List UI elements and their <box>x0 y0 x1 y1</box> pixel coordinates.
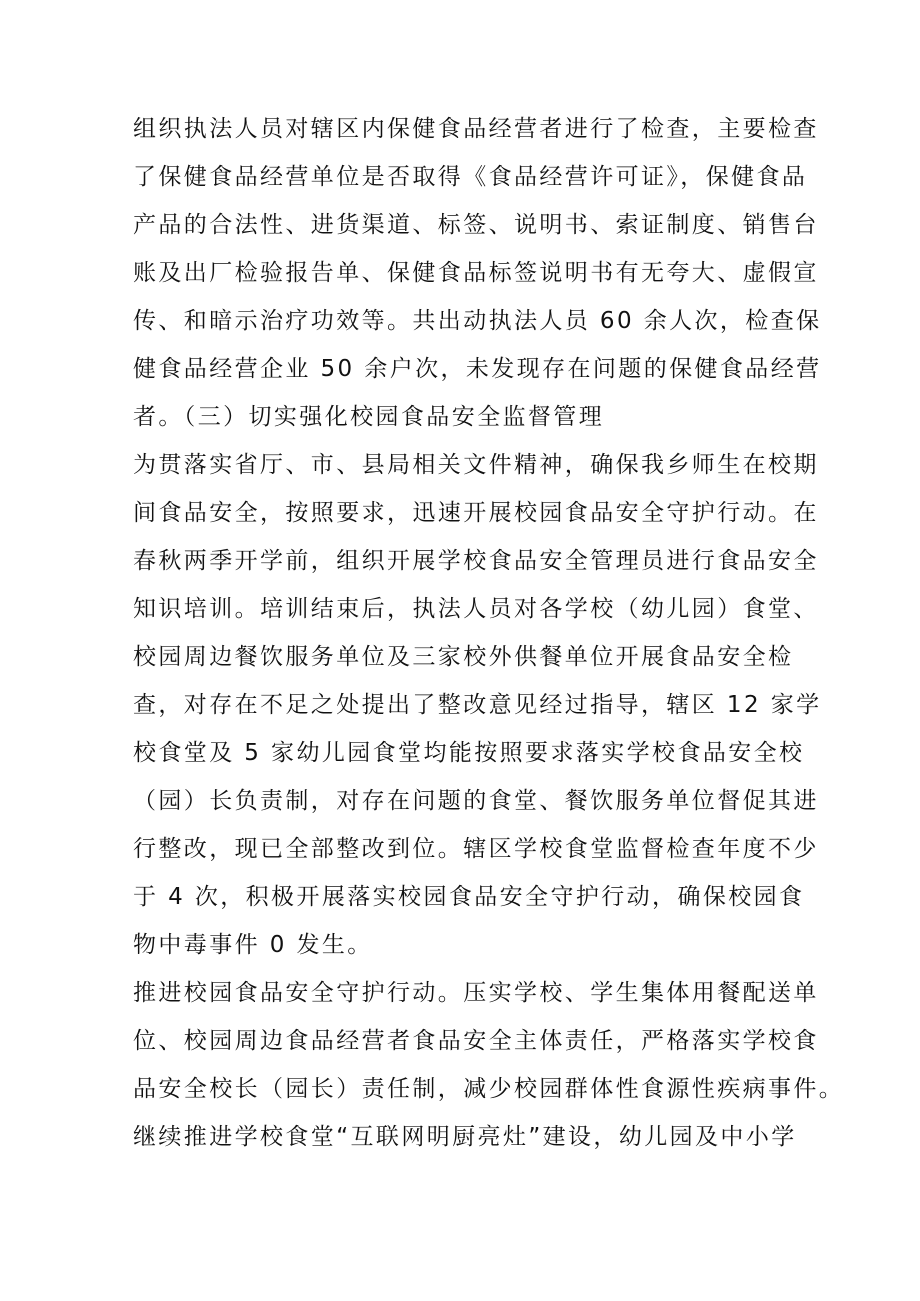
text-line: 校园周边餐饮服务单位及三家校外供餐单位开展食品安全检 <box>133 644 794 670</box>
text-line: 继续推进学校食堂“互联网明厨亮灶”建设，幼儿园及中小学 <box>133 1124 797 1150</box>
text-line: 账及出厂检验报告单、保健食品标签说明书有无夸大、虚假宣 <box>133 260 819 286</box>
text-line: 物中毒事件 0 发生。 <box>133 932 373 958</box>
text-line: 知识培训。培训结束后，执法人员对各学校（幼儿园）食堂、 <box>133 596 819 622</box>
text-line: 推进校园食品安全守护行动。压实学校、学生集体用餐配送单 <box>133 980 819 1006</box>
body-text <box>133 105 845 1161</box>
text-line: 查，对存在不足之处提出了整改意见经过指导，辖区 12 家学 <box>133 692 822 718</box>
text-line: 间食品安全，按照要求，迅速开展校园食品安全守护行动。在 <box>133 500 819 526</box>
text-line: 传、和暗示治疗功效等。共出动执法人员 60 余人次，检查保 <box>133 308 822 334</box>
text-line: 于 4 次，积极开展落实校园食品安全守护行动，确保校园食 <box>133 884 805 910</box>
text-line: 了保健食品经营单位是否取得《食品经营许可证》，保健食品 <box>133 164 808 190</box>
text-line: 春秋两季开学前，组织开展学校食品安全管理员进行食品安全 <box>133 548 819 574</box>
text-line: 组织执法人员对辖区内保健食品经营者进行了检查，主要检查 <box>133 116 819 142</box>
text-line: 健食品经营企业 50 余户次，未发现存在问题的保健食品经营 <box>133 356 822 382</box>
text-line: 产品的合法性、进货渠道、标签、说明书、索证制度、销售台 <box>133 212 819 238</box>
text-line: 位、校园周边食品经营者食品安全主体责任，严格落实学校食 <box>133 1028 819 1054</box>
text-line: （园）长负责制，对存在问题的食堂、餐饮服务单位督促其进 <box>133 788 819 814</box>
section-heading: 者。（三）切实强化校园食品安全监督管理 <box>133 404 605 430</box>
text-line: 校食堂及 5 家幼儿园食堂均能按照要求落实学校食品安全校 <box>133 740 805 766</box>
text-line: 为贯落实省厅、市、县局相关文件精神，确保我乡师生在校期 <box>133 452 819 478</box>
text-line: 行整改，现已全部整改到位。辖区学校食堂监督检查年度不少 <box>133 836 819 862</box>
text-line: 品安全校长（园长）责任制，减少校园群体性食源性疾病事件。 <box>133 1076 845 1102</box>
